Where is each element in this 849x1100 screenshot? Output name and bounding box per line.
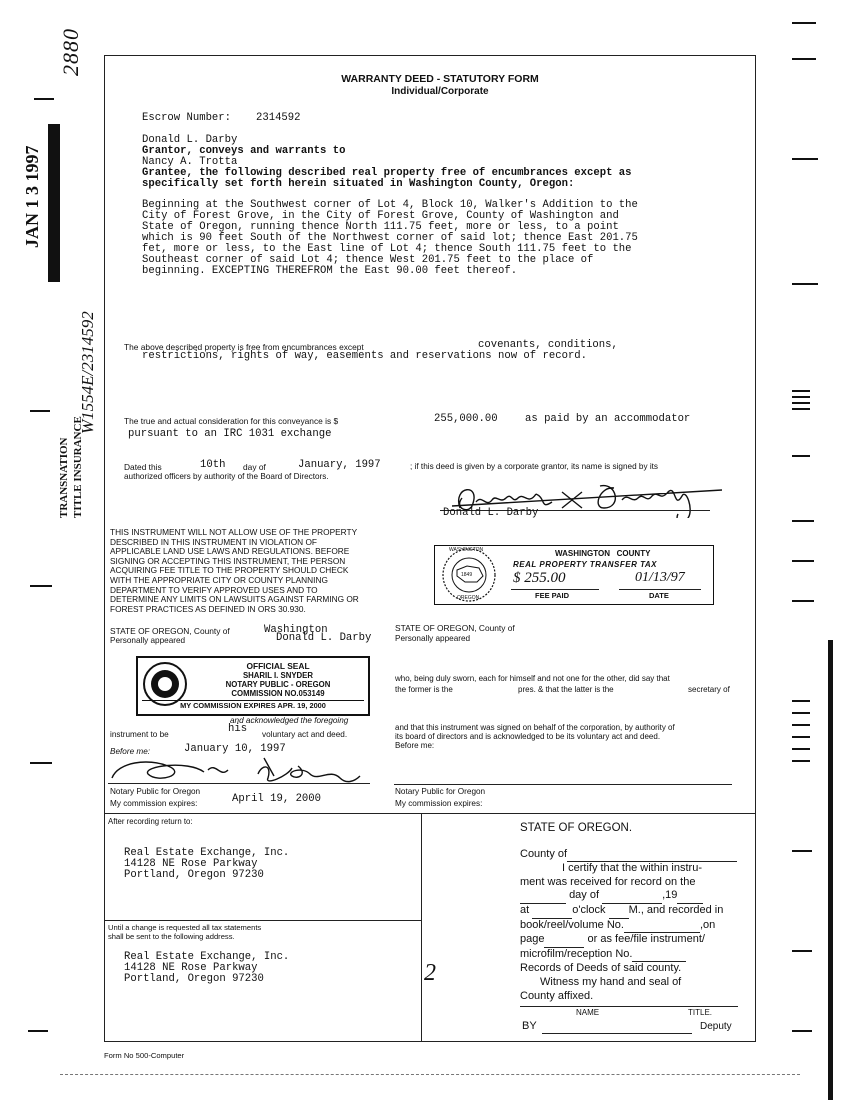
recorder-day-label: day of bbox=[569, 889, 600, 902]
warning-line: ACQUIRING FEE TITLE TO THE PROPERTY SHOULD CHECK bbox=[110, 565, 349, 576]
return-tax-divider bbox=[104, 920, 421, 921]
legal-line: Southeast corner of said Lot 4; thence West 201.75 feet to the place of bbox=[142, 254, 594, 266]
left-notary-label: Notary Public for Oregon bbox=[110, 787, 201, 796]
consideration-label: The true and actual consideration for this conveyance is $ bbox=[124, 416, 339, 426]
before-date: January 10, 1997 bbox=[184, 743, 286, 755]
seal-line-4: COMMISSION NO.053149 bbox=[231, 689, 325, 698]
form-title: WARRANTY DEED - STATUTORY FORM bbox=[341, 73, 539, 85]
return-street: 14128 NE Rose Parkway bbox=[124, 858, 258, 870]
left-before-label: Before me: bbox=[110, 747, 151, 756]
notary-seal bbox=[136, 656, 370, 716]
recorder-line: I certify that the within instru- bbox=[562, 862, 702, 875]
recorder-deputy-label: Deputy bbox=[700, 1021, 732, 1032]
recorder-county-row bbox=[520, 848, 742, 863]
stamp-date-line bbox=[619, 589, 701, 590]
file-number-mark: W1554E/2314592 bbox=[78, 311, 97, 434]
tax-city: Portland, Oregon 97230 bbox=[124, 973, 264, 985]
recorder-page-row bbox=[520, 933, 742, 948]
seal-line-2: SHARIL I. SNYDER bbox=[242, 671, 314, 680]
book-blank bbox=[624, 919, 700, 934]
recorder-micro-row bbox=[520, 948, 742, 963]
margin-tick bbox=[792, 600, 814, 602]
recorder-by-line bbox=[542, 1033, 692, 1034]
seal-line-3: NOTARY PUBLIC - OREGON bbox=[225, 680, 331, 689]
recorder-line: Witness my hand and seal of bbox=[540, 975, 682, 988]
seal-top-text: WASHINGTON bbox=[449, 547, 484, 553]
form-number: Form No 500-Computer bbox=[104, 1051, 185, 1060]
warning-line: DESCRIBED IN THIS INSTRUMENT IN VIOLATION OF bbox=[110, 536, 317, 547]
recorder-micro-label: microfilm/reception No. bbox=[520, 947, 633, 960]
land-use-warning bbox=[110, 528, 420, 614]
margin-tick bbox=[792, 748, 810, 750]
encumbrances-label: The above described property is free from encumbrances except bbox=[124, 342, 364, 352]
seal-bottom-text: OREGON bbox=[457, 595, 480, 601]
legal-line: State of Oregon, running thence North 111.75 feet, more or less, to a point bbox=[142, 221, 619, 233]
year-prefix: ,19 bbox=[662, 889, 678, 902]
legal-line: fet, more or less, to the East line of Lot 4; thence South 111.75 feet to the bbox=[142, 243, 632, 255]
seal-year: 1849 bbox=[461, 572, 473, 578]
margin-tick bbox=[792, 402, 810, 404]
consideration-1: as paid by an accommodator bbox=[525, 413, 691, 425]
margin-tick bbox=[792, 950, 812, 952]
consideration-2: pursuant to an IRC 1031 exchange bbox=[128, 428, 332, 440]
legal-line: beginning. EXCEPTING THEREFROM the East 90.00 feet thereof. bbox=[142, 265, 518, 277]
margin-tick bbox=[30, 585, 52, 587]
county-blank bbox=[567, 848, 737, 863]
margin-tick bbox=[792, 58, 816, 60]
recorder-name-label: NAME bbox=[576, 1008, 600, 1017]
page-mark: 2 bbox=[424, 960, 436, 986]
left-notary-county: Washington bbox=[264, 624, 328, 636]
top-number-mark: 2880 bbox=[58, 28, 83, 76]
stamp-amount: $ 255.00 bbox=[513, 570, 566, 586]
recorder-by-label: BY bbox=[522, 1020, 537, 1032]
tax-label-1: Until a change is requested all tax statements bbox=[108, 923, 262, 932]
form-subtitle: Individual/Corporate bbox=[391, 86, 489, 97]
left-commission-label: My commission expires: bbox=[110, 799, 198, 808]
signer-typed-name: Donald L. Darby bbox=[443, 507, 539, 519]
left-notary-signature-line bbox=[108, 783, 370, 784]
recorder-title: STATE OF OREGON. bbox=[520, 822, 633, 834]
recorder-day-row bbox=[520, 889, 742, 904]
encumbrances-1: covenants, conditions, bbox=[478, 339, 618, 351]
return-name: Real Estate Exchange, Inc. bbox=[124, 847, 290, 859]
margin-tick bbox=[792, 724, 810, 726]
on-label: ,on bbox=[699, 918, 716, 931]
margin-tick bbox=[792, 455, 810, 457]
pronoun: his bbox=[228, 723, 248, 735]
transfer-tax-stamp bbox=[434, 545, 714, 605]
dated-text-2: authorized officers by authority of the Board of Directors. bbox=[124, 472, 329, 481]
grantee-clause-1: Grantee, the following described real property free of encumbrances except as bbox=[142, 167, 632, 179]
bottom-vertical-divider bbox=[421, 813, 422, 1042]
margin-tick bbox=[30, 762, 52, 764]
day-of-label: day of bbox=[243, 462, 266, 472]
stamp-fee-label: FEE PAID bbox=[535, 591, 570, 600]
grantee-clause-2: specifically set forth herein situated in Washington County, Oregon: bbox=[142, 178, 575, 190]
margin-tick bbox=[792, 396, 810, 398]
bottom-scan-line bbox=[60, 1074, 800, 1075]
legal-line: City of Forest Grove, in the City of Forest Grove, County of Washington and bbox=[142, 210, 619, 222]
consideration-amount: 255,000.00 bbox=[434, 413, 498, 425]
recorder-at-row bbox=[520, 904, 742, 919]
stamp-county: WASHINGTON COUNTY bbox=[555, 549, 651, 558]
recorder-book-row bbox=[520, 919, 742, 934]
warning-line: FOREST PRACTICES AS DEFINED IN ORS 30.930. bbox=[110, 603, 306, 614]
stamp-fee-line bbox=[511, 589, 599, 590]
m-label: M., and recorded in bbox=[628, 903, 724, 916]
legal-line: Beginning at the Southwest corner of Lot 4, Block 10, Walker's Addition to the bbox=[142, 199, 638, 211]
signed-line-2: its board of directors and is acknowledged to be its voluntary act and deed. bbox=[395, 732, 661, 741]
received-date-stamp: JAN 1 3 1997 bbox=[22, 145, 42, 248]
escrow-label: Escrow Number: bbox=[142, 112, 232, 124]
year-blank bbox=[677, 889, 703, 904]
return-label: After recording return to: bbox=[108, 817, 193, 826]
tax-name: Real Estate Exchange, Inc. bbox=[124, 951, 290, 963]
sworn-line-2c: secretary of bbox=[688, 685, 730, 694]
tax-label-2: shall be sent to the following address. bbox=[108, 932, 235, 941]
commission-date: April 19, 2000 bbox=[232, 793, 322, 805]
recorder-name-line bbox=[520, 1006, 738, 1007]
signed-line-1: and that this instrument was signed on behalf of the corporation, by authority of bbox=[395, 723, 675, 732]
day-blank bbox=[520, 889, 566, 904]
warning-line: DEPARTMENT TO VERIFY APPROVED USES AND TO bbox=[110, 584, 318, 595]
margin-tick bbox=[28, 1030, 48, 1032]
recorder-at-label: at bbox=[520, 903, 530, 916]
company-mark: TRANSNATION TITLE INSURANCE bbox=[58, 416, 84, 518]
margin-tick bbox=[792, 736, 810, 738]
sworn-line-2b: pres. & that the latter is the bbox=[518, 685, 614, 694]
margin-tick bbox=[792, 1030, 812, 1032]
right-notary-label: Notary Public for Oregon bbox=[395, 787, 486, 796]
seal-line-5: MY COMMISSION EXPIRES APR. 19, 2000 bbox=[142, 700, 364, 710]
warning-line: DETERMINE ANY LIMITS ON LAWSUITS AGAINST FARMING OR bbox=[110, 594, 359, 605]
margin-tick bbox=[792, 390, 810, 392]
right-notary-signature-line bbox=[394, 784, 732, 785]
grantee-name: Nancy A. Trotta bbox=[142, 156, 238, 168]
right-before-label: Before me: bbox=[395, 741, 435, 750]
margin-tick bbox=[792, 560, 814, 562]
grantor-clause: Grantor, conveys and warrants to bbox=[142, 145, 346, 157]
escrow-number: 2314592 bbox=[256, 112, 301, 124]
recorder-line: County affixed. bbox=[520, 989, 594, 1002]
bottom-section-divider bbox=[104, 813, 756, 814]
right-notary-state: STATE OF OREGON, County of bbox=[395, 623, 515, 633]
fee-file-label: or as fee/file instrument/ bbox=[587, 933, 705, 946]
recorder-title-label: TITLE. bbox=[688, 1008, 713, 1017]
margin-tick bbox=[792, 22, 816, 24]
hour-blank bbox=[532, 904, 572, 919]
seal-line-1: OFFICIAL SEAL bbox=[246, 661, 310, 671]
margin-tick bbox=[792, 283, 818, 285]
margin-tick bbox=[792, 712, 810, 714]
right-commission-label: My commission expires: bbox=[395, 799, 483, 808]
stamp-date: 01/13/97 bbox=[635, 570, 685, 585]
margin-tick bbox=[792, 408, 810, 410]
warning-line: APPLICABLE LAND USE LAWS AND REGULATIONS. BEFORE bbox=[110, 546, 350, 557]
return-city: Portland, Oregon 97230 bbox=[124, 869, 264, 881]
recorder-line: ment was received for record on the bbox=[520, 875, 696, 888]
right-edge-bar bbox=[828, 640, 833, 1100]
recorder-county-label: County of bbox=[520, 847, 568, 860]
tax-street: 14128 NE Rose Parkway bbox=[124, 962, 258, 974]
left-notary-appeared: Personally appeared bbox=[110, 636, 186, 645]
page-blank bbox=[544, 933, 584, 948]
left-notary-state: STATE OF OREGON, County of bbox=[110, 626, 230, 636]
margin-tick bbox=[30, 410, 50, 412]
month-blank bbox=[602, 889, 662, 904]
recorder-block bbox=[520, 822, 742, 1003]
clock-label: o'clock bbox=[572, 903, 606, 916]
encumbrances-2: restrictions, rights of way, easements and reservations now of record. bbox=[142, 350, 588, 362]
notary-signature bbox=[108, 752, 378, 786]
voluntary-text: voluntary act and deed. bbox=[262, 730, 348, 739]
warning-line: SIGNING OR ACCEPTING THIS INSTRUMENT, THE PERSON bbox=[110, 555, 346, 566]
right-notary-appeared: Personally appeared bbox=[395, 634, 471, 643]
sworn-line-1: who, being duly sworn, each for himself and not one for the other, did say that bbox=[395, 674, 670, 683]
recorder-book-label: book/reel/volume No. bbox=[520, 918, 624, 931]
recorder-line: Records of Deeds of said county. bbox=[520, 962, 682, 975]
warning-line: THIS INSTRUMENT WILL NOT ALLOW USE OF THE PROPERTY bbox=[110, 527, 358, 537]
dated-month-year: January, 1997 bbox=[298, 459, 381, 471]
legal-description bbox=[142, 200, 722, 277]
left-notary-appeared-name: Donald L. Darby bbox=[276, 632, 372, 644]
margin-tick bbox=[792, 760, 810, 762]
margin-tick bbox=[792, 850, 812, 852]
stamp-date-label: DATE bbox=[649, 591, 669, 600]
ack-line: and acknowledged the foregoing bbox=[230, 716, 349, 725]
dated-text-1: ; if this deed is given by a corporate grantor, its name is signed by its bbox=[410, 462, 659, 471]
margin-tick bbox=[792, 520, 814, 522]
recorder-page-label: page bbox=[520, 933, 545, 946]
dated-label: Dated this bbox=[124, 462, 162, 472]
stamp-title: REAL PROPERTY TRANSFER TAX bbox=[513, 560, 657, 569]
margin-tick bbox=[34, 98, 54, 100]
warning-line: WITH THE APPROPRIATE CITY OR COUNTY PLANNING bbox=[110, 574, 328, 585]
instrument-label: instrument to be bbox=[110, 730, 169, 739]
grantor-name: Donald L. Darby bbox=[142, 134, 238, 146]
legal-line: which is 90 feet South of the Northwest corner of said lot; thence East 201.75 bbox=[142, 232, 638, 244]
margin-tick bbox=[792, 158, 818, 160]
ampm-blank bbox=[609, 904, 629, 919]
sworn-line-2a: the former is the bbox=[395, 685, 453, 694]
reception-blank bbox=[632, 948, 686, 963]
margin-tick bbox=[792, 700, 810, 702]
dated-day: 10th bbox=[200, 459, 226, 471]
